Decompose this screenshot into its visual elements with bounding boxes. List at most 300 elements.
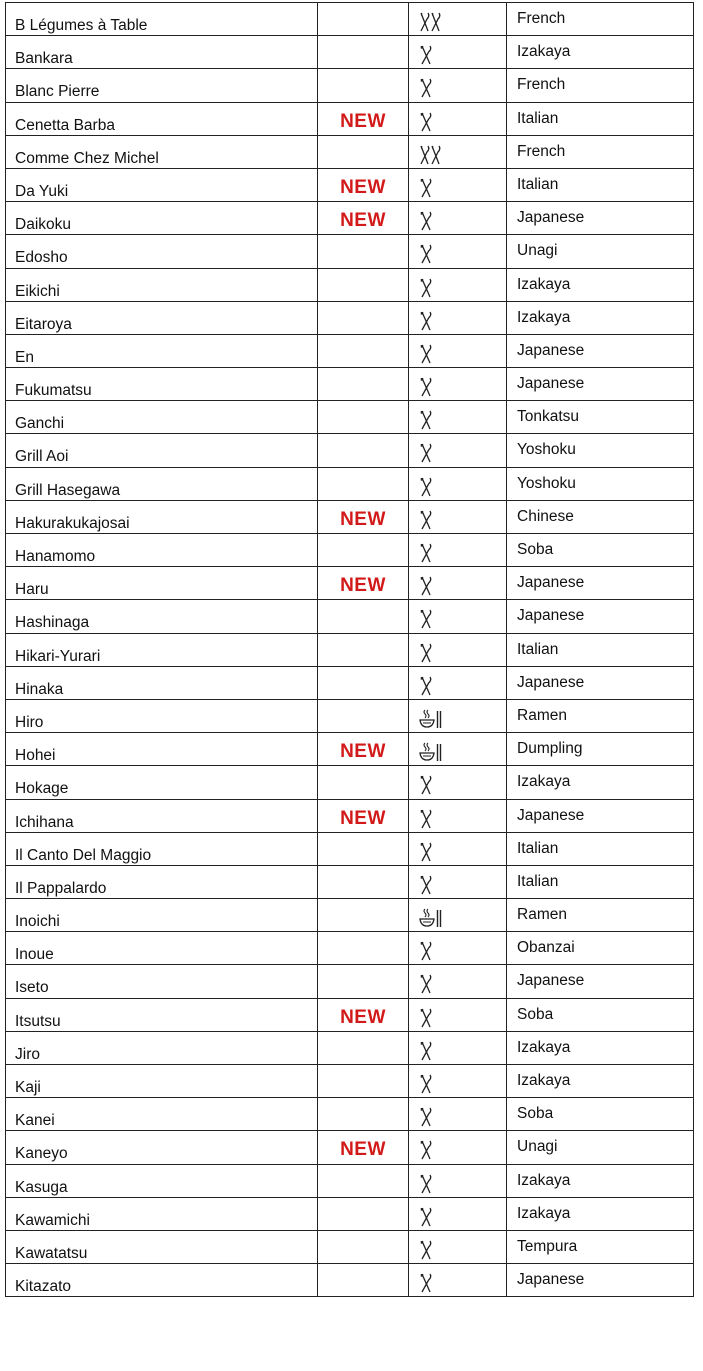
table-row [6,1031,694,1064]
fork-knife-icon [409,302,506,333]
table-row [6,965,694,998]
new-badge-cell [318,600,409,633]
restaurant-name: Ganchi [15,415,65,433]
table-row [6,135,694,168]
new-badge-cell [318,832,409,865]
cuisine-cell [507,467,694,500]
restaurant-name-cell [6,202,318,235]
cuisine-label: Japanese [517,1271,585,1289]
new-badge [318,766,408,774]
restaurant-name-cell [6,102,318,135]
category-icon-cell [409,301,507,334]
new-badge-cell [318,102,409,135]
restaurant-name: B Légumes à Table [15,17,148,34]
table-row [6,301,694,334]
category-icon-cell [409,600,507,633]
new-badge [318,368,408,376]
new-badge-cell [318,1164,409,1197]
table-row [6,168,694,201]
cuisine-label: Italian [517,109,559,127]
table-row [6,1131,694,1164]
restaurant-name-cell [6,932,318,965]
cuisine-label: Italian [517,872,559,890]
category-icon-cell [409,401,507,434]
restaurant-name-cell [6,600,318,633]
cuisine-cell [507,899,694,932]
restaurant-name: Hanamomo [15,548,96,565]
cuisine-cell [507,600,694,633]
restaurant-name-cell [6,832,318,865]
restaurant-name-cell [6,1031,318,1064]
category-icon-cell [409,1065,507,1098]
cuisine-cell [507,69,694,102]
new-badge [318,1264,408,1272]
restaurant-name-cell [6,368,318,401]
new-badge [318,235,408,243]
table-row [6,500,694,533]
category-icon-cell [409,1264,507,1297]
new-badge [318,434,408,442]
category-icon-cell [409,534,507,567]
cuisine-cell [507,865,694,898]
restaurant-name-cell [6,401,318,434]
table-row [6,1264,694,1297]
restaurant-name: Hohei [15,747,56,765]
restaurant-name-cell [6,135,318,168]
restaurant-name-cell [6,799,318,832]
table-row [6,102,694,135]
new-badge [318,335,408,343]
cuisine-label: Izakaya [517,43,571,61]
cuisine-label: Japanese [517,806,585,824]
new-badge-cell [318,1031,409,1064]
cuisine-cell [507,1131,694,1164]
new-badge-cell [318,965,409,998]
new-badge [318,600,408,608]
cuisine-cell [507,567,694,600]
new-badge-cell [318,1230,409,1263]
restaurant-name-cell [6,567,318,600]
fork-knife-icon [409,534,506,565]
new-badge: NEW [340,210,386,232]
restaurant-name: Kanei [15,1112,55,1130]
cuisine-label: Izakaya [517,1204,571,1222]
restaurant-name-cell [6,733,318,766]
restaurant-name-cell [6,1264,318,1297]
cuisine-label: Japanese [517,375,585,393]
category-icon-cell [409,268,507,301]
new-badge: NEW [340,741,386,763]
new-badge-cell [318,401,409,434]
cuisine-label: Japanese [517,341,585,359]
fork-knife-icon [409,965,506,996]
fork-knife-icon [409,1231,506,1262]
fork-knife-icon [409,335,506,366]
restaurant-name-cell [6,1164,318,1197]
cuisine-label: Soba [517,541,554,558]
restaurant-name: Kawamichi [15,1211,90,1229]
new-badge-cell [318,666,409,699]
category-icon-cell [409,202,507,235]
cuisine-label: Yoshoku [517,474,576,492]
cuisine-cell [507,1065,694,1098]
table-row [6,235,694,268]
cuisine-cell [507,36,694,69]
fork-knife-icon [409,36,506,67]
cuisine-label: Izakaya [517,1072,571,1089]
new-badge [318,1198,408,1206]
cuisine-label: French [517,76,566,94]
new-badge [318,866,408,874]
restaurant-name: Hokage [15,780,69,798]
table-row [6,832,694,865]
new-badge-cell [318,301,409,334]
new-badge-cell [318,899,409,932]
fork-knife-icon [409,368,506,399]
cuisine-cell [507,1264,694,1297]
new-badge-cell [318,1065,409,1098]
new-badge: NEW [340,110,386,132]
cuisine-label: French [517,10,566,27]
fork-knife-icon [409,1065,506,1096]
category-icon-cell [409,965,507,998]
new-badge: NEW [340,1139,386,1161]
cuisine-cell [507,799,694,832]
new-badge [318,1032,408,1040]
new-badge [318,136,408,144]
cuisine-cell [507,666,694,699]
new-badge-cell [318,202,409,235]
new-badge [318,269,408,277]
restaurant-name: Blanc Pierre [15,83,100,101]
cuisine-label: Soba [517,1005,554,1023]
category-icon-cell [409,1131,507,1164]
restaurant-name-cell [6,168,318,201]
cuisine-cell [507,301,694,334]
fork-knife-icon [409,1098,506,1129]
new-badge-cell [318,1197,409,1230]
category-icon-cell [409,733,507,766]
new-badge-cell [318,467,409,500]
restaurant-name: Hakurakukajosai [15,514,130,532]
new-badge-cell [318,168,409,201]
noodle-bowl-icon [409,899,506,930]
fork-knife-icon [409,269,506,300]
new-badge [318,1165,408,1173]
cuisine-cell [507,832,694,865]
category-icon-cell [409,1098,507,1131]
cuisine-cell [507,268,694,301]
category-icon-cell [409,998,507,1031]
restaurant-name-cell [6,899,318,932]
restaurant-name-cell [6,467,318,500]
cuisine-cell [507,633,694,666]
cuisine-cell [507,1197,694,1230]
restaurant-name: Cenetta Barba [15,116,115,134]
fork-knife-double-icon [409,3,506,34]
restaurant-name-cell [6,1065,318,1098]
fork-knife-icon [409,766,506,797]
restaurant-name-cell [6,3,318,36]
restaurant-name: Il Canto Del Maggio [15,846,152,864]
cuisine-cell [507,998,694,1031]
category-icon-cell [409,368,507,401]
cuisine-label: Izakaya [517,773,571,791]
new-badge: NEW [340,807,386,829]
new-badge [318,932,408,940]
new-badge-cell [318,534,409,567]
new-badge [318,965,408,973]
new-badge [318,700,408,708]
table-row [6,733,694,766]
restaurant-name: Eitaroya [15,315,72,333]
fork-knife-icon [409,169,506,200]
cuisine-label: Obanzai [517,939,575,957]
cuisine-label: French [517,142,566,160]
cuisine-label: Italian [517,175,559,193]
table-row [6,633,694,666]
category-icon-cell [409,1031,507,1064]
new-badge [318,534,408,542]
new-badge [318,36,408,44]
category-icon-cell [409,1230,507,1263]
category-icon-cell [409,865,507,898]
noodle-bowl-icon [409,733,506,764]
fork-knife-icon [409,999,506,1030]
fork-knife-icon [409,1165,506,1196]
restaurant-name-cell [6,1197,318,1230]
fork-knife-double-icon [409,136,506,167]
restaurant-name: Hinaka [15,680,64,698]
restaurant-name: Kawatatsu [15,1244,88,1262]
category-icon-cell [409,832,507,865]
cuisine-label: Izakaya [517,308,571,326]
restaurant-name: Da Yuki [15,182,69,200]
new-badge [318,302,408,310]
category-icon-cell [409,69,507,102]
new-badge-cell [318,334,409,367]
restaurant-name-cell [6,36,318,69]
new-badge-cell [318,36,409,69]
restaurant-name: Inoue [15,946,54,964]
cuisine-label: Unagi [517,242,558,260]
fork-knife-icon [409,69,506,100]
cuisine-label: Unagi [517,1138,558,1156]
new-badge [318,667,408,675]
restaurant-name-cell [6,69,318,102]
new-badge-cell [318,633,409,666]
restaurant-name-cell [6,235,318,268]
restaurant-name-cell [6,434,318,467]
new-badge-cell [318,567,409,600]
fork-knife-icon [409,833,506,864]
new-badge [318,401,408,409]
new-badge [318,69,408,77]
category-icon-cell [409,1197,507,1230]
category-icon-cell [409,3,507,36]
cuisine-label: Izakaya [517,1038,571,1056]
fork-knife-icon [409,1032,506,1063]
category-icon-cell [409,766,507,799]
new-badge-cell [318,268,409,301]
fork-knife-icon [409,600,506,631]
table-row [6,766,694,799]
restaurant-name: Hashinaga [15,614,90,632]
cuisine-cell [507,202,694,235]
new-badge-cell [318,368,409,401]
restaurant-name-cell [6,534,318,567]
table-row [6,1164,694,1197]
category-icon-cell [409,500,507,533]
table-row [6,334,694,367]
restaurant-name-cell [6,699,318,732]
new-badge-cell [318,235,409,268]
table-row [6,268,694,301]
new-badge-cell [318,135,409,168]
restaurant-name-cell [6,268,318,301]
restaurant-name-cell [6,334,318,367]
fork-knife-icon [409,1198,506,1229]
category-icon-cell [409,932,507,965]
table-row [6,1197,694,1230]
restaurant-name: Kitazato [15,1278,72,1296]
cuisine-label: Izakaya [517,275,571,293]
cuisine-cell [507,168,694,201]
restaurant-name: Grill Aoi [15,448,69,466]
new-badge [318,634,408,642]
restaurant-name: En [15,348,34,366]
category-icon-cell [409,467,507,500]
cuisine-label: Izakaya [517,1171,571,1189]
cuisine-cell [507,3,694,36]
new-badge [318,468,408,476]
new-badge-cell [318,766,409,799]
new-badge-cell [318,3,409,36]
restaurant-name: Kaji [15,1079,41,1096]
cuisine-cell [507,434,694,467]
new-badge-cell [318,998,409,1031]
cuisine-label: Ramen [517,906,567,924]
table-row [6,567,694,600]
restaurant-name: Kaneyo [15,1145,68,1163]
restaurant-name: Il Pappalardo [15,879,107,897]
table-row [6,1098,694,1131]
new-badge-cell [318,699,409,732]
new-badge: NEW [340,575,386,597]
restaurant-name-cell [6,1131,318,1164]
restaurant-name-cell [6,865,318,898]
category-icon-cell [409,334,507,367]
noodle-bowl-icon [409,700,506,731]
restaurant-name: Eikichi [15,282,60,300]
restaurant-name: Itsutsu [15,1012,61,1030]
fork-knife-icon [409,235,506,266]
restaurant-name: Hikari-Yurari [15,647,101,665]
category-icon-cell [409,1164,507,1197]
cuisine-label: Yoshoku [517,441,576,459]
fork-knife-icon [409,1264,506,1295]
table-row [6,368,694,401]
restaurant-name-cell [6,500,318,533]
new-badge [318,833,408,841]
new-badge [318,1231,408,1239]
cuisine-cell [507,368,694,401]
cuisine-cell [507,235,694,268]
new-badge-cell [318,733,409,766]
cuisine-label: Japanese [517,673,585,691]
cuisine-cell [507,965,694,998]
fork-knife-icon [409,202,506,233]
restaurant-name: Ichihana [15,813,74,831]
cuisine-cell [507,1164,694,1197]
table-row [6,202,694,235]
cuisine-label: Japanese [517,209,585,227]
restaurant-name: Iseto [15,979,49,997]
fork-knife-icon [409,401,506,432]
restaurant-table [5,2,694,1297]
restaurant-name-cell [6,965,318,998]
category-icon-cell [409,633,507,666]
table-row [6,467,694,500]
cuisine-cell [507,733,694,766]
restaurant-name: Bankara [15,50,73,68]
category-icon-cell [409,567,507,600]
new-badge-cell [318,932,409,965]
table-row [6,69,694,102]
cuisine-cell [507,1031,694,1064]
table-row [6,932,694,965]
table-row [6,1230,694,1263]
restaurant-name: Comme Chez Michel [15,149,159,167]
cuisine-label: Dumpling [517,740,583,758]
cuisine-cell [507,102,694,135]
table-row [6,401,694,434]
restaurant-name-cell [6,1098,318,1131]
table-row [6,699,694,732]
cuisine-cell [507,932,694,965]
fork-knife-icon [409,667,506,698]
restaurant-name-cell [6,633,318,666]
new-badge [318,3,408,11]
new-badge-cell [318,434,409,467]
cuisine-cell [507,534,694,567]
category-icon-cell [409,36,507,69]
new-badge [318,899,408,907]
cuisine-label: Japanese [517,972,585,990]
cuisine-label: Italian [517,839,559,857]
category-icon-cell [409,666,507,699]
fork-knife-icon [409,932,506,963]
cuisine-cell [507,334,694,367]
table-row [6,3,694,36]
new-badge-cell [318,1131,409,1164]
cuisine-cell [507,500,694,533]
new-badge-cell [318,69,409,102]
cuisine-cell [507,1230,694,1263]
restaurant-name-cell [6,301,318,334]
new-badge [318,1065,408,1073]
restaurant-name: Jiro [15,1045,40,1063]
table-row [6,534,694,567]
new-badge-cell [318,500,409,533]
category-icon-cell [409,168,507,201]
fork-knife-icon [409,866,506,897]
cuisine-label: Tempura [517,1237,578,1255]
fork-knife-icon [409,567,506,598]
restaurant-name: Grill Hasegawa [15,481,121,499]
restaurant-name-cell [6,998,318,1031]
cuisine-cell [507,1098,694,1131]
